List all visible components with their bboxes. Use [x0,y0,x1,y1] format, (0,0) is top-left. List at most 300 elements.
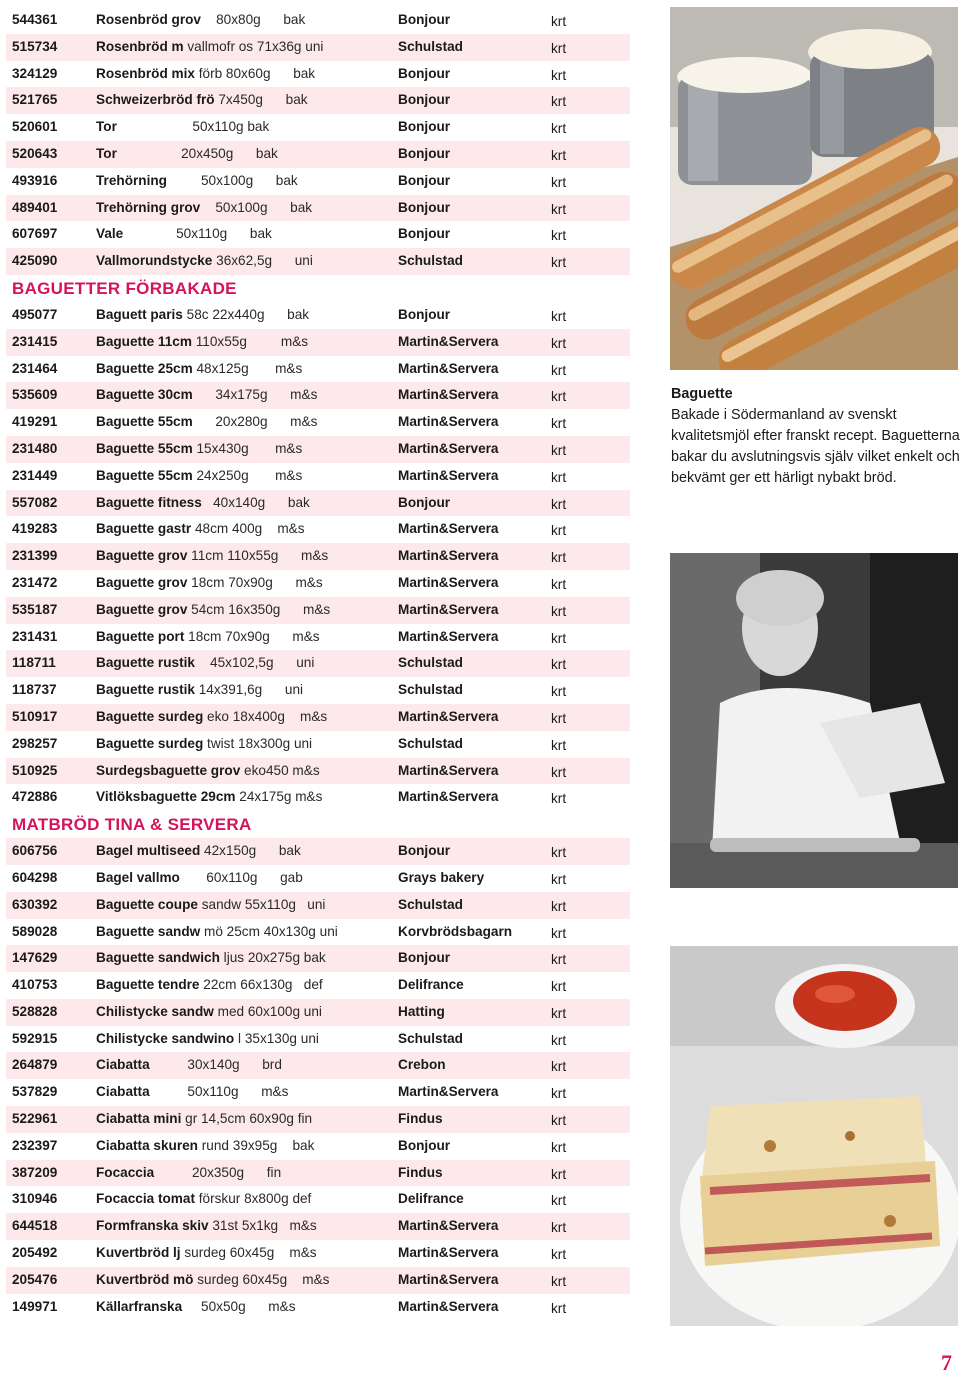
item-description [96,248,313,275]
item-name: Baguette 11cm [96,333,192,349]
item-code: 528828 [12,1003,58,1019]
item-description [96,329,308,356]
product-group-matbrod [6,838,630,1320]
item-description [96,1294,296,1321]
item-brand: Bonjour [398,92,451,108]
item-unit: krt [551,442,567,458]
item-unit: krt [551,737,567,753]
item-brand: Bonjour [398,119,451,135]
item-description [96,141,278,168]
item-description [96,436,302,463]
item-description [96,34,323,61]
item-unit: krt [551,469,567,485]
table-row [6,999,630,1026]
item-brand: Bonjour [398,145,451,161]
item-unit: krt [551,657,567,673]
table-row [6,1240,630,1267]
item-brand: Martin&Servera [398,601,499,617]
item-unit: krt [551,121,567,137]
item-name: Focaccia tomat [96,1191,195,1207]
item-unit: krt [551,550,567,566]
item-name: Rosenbröd mix [96,65,195,81]
item-unit: krt [551,1005,567,1021]
item-brand: Delifrance [398,977,464,993]
item-spec: 24x175g m&s [235,789,323,805]
item-description [96,7,305,34]
item-name: Vitlöksbaguette 29cm [96,789,236,805]
item-code: 425090 [12,253,58,269]
table-row [6,114,630,141]
item-brand: Bonjour [398,494,451,510]
item-code: 510917 [12,708,58,724]
item-brand: Crebon [398,1057,446,1073]
item-unit: krt [551,764,567,780]
item-brand: Martin&Servera [398,521,499,537]
item-description [96,784,322,811]
table-row [6,382,630,409]
item-name: Baguette gastr [96,521,192,537]
item-brand: Martin&Servera [398,414,499,430]
table-row [6,677,630,704]
item-code: 521765 [12,92,58,108]
item-brand: Findus [398,1111,443,1127]
item-description [96,919,338,946]
item-name: Baguette rustik [96,682,195,698]
item-name: Bagel vallmo [96,869,180,885]
item-brand: Martin&Servera [398,1084,499,1100]
item-unit: krt [551,362,567,378]
item-description [96,543,328,570]
item-name: Formfranska skiv [96,1218,209,1234]
item-description [96,731,312,758]
item-unit: krt [551,14,567,29]
table-row [6,141,630,168]
item-unit: krt [551,979,567,995]
item-unit: krt [551,201,567,217]
item-description [96,490,310,517]
item-unit: krt [551,925,567,941]
item-brand: Martin&Servera [398,628,499,644]
table-row [6,463,630,490]
item-spec: mö 25cm 40x130g uni [200,923,338,939]
item-code: 510925 [12,762,58,778]
item-code: 522961 [12,1111,58,1127]
item-unit: krt [551,1059,567,1075]
item-unit: krt [551,1273,567,1289]
item-unit: krt [551,952,567,968]
item-unit: krt [551,576,567,592]
item-brand: Schulstad [398,1030,463,1046]
item-name: Kuvertbröd lj [96,1245,181,1261]
item-code: 592915 [12,1030,58,1046]
item-spec: 20x450g bak [116,145,278,161]
product-caption [671,384,960,489]
item-brand: Bonjour [398,65,451,81]
item-brand: Hatting [398,1003,445,1019]
table-row [6,516,630,543]
item-spec: förskur 8x800g def [194,1191,312,1207]
item-spec: 50x110g bak [123,226,272,242]
item-spec: 40x140g bak [201,494,310,510]
item-name: Baguette sandwich [96,950,220,966]
item-spec: 58c 22x440g bak [182,306,310,322]
item-brand: Martin&Servera [398,1218,499,1234]
item-spec: 50x100g bak [200,199,313,215]
item-name: Ciabatta [96,1057,150,1073]
table-row [6,784,630,811]
item-brand: Martin&Servera [398,467,499,483]
item-unit: krt [551,898,567,914]
item-brand: Martin&Servera [398,387,499,403]
item-brand: Martin&Servera [398,333,499,349]
item-description [96,1186,311,1213]
item-name: Kuvertbröd mö [96,1271,194,1287]
item-name: Baguette sandw [96,923,201,939]
item-unit: krt [551,255,567,271]
item-brand: Bonjour [398,12,451,27]
item-code: 231480 [12,440,58,456]
item-code: 231431 [12,628,58,644]
item-brand: Martin&Servera [398,360,499,376]
item-spec: 34x175g m&s [192,387,318,403]
table-row [6,221,630,248]
baguettes-illustration [670,7,958,370]
item-description [96,597,330,624]
item-brand: Schulstad [398,896,463,912]
item-description [96,221,272,248]
item-code: 205476 [12,1271,58,1287]
table-row [6,865,630,892]
item-unit: krt [551,1113,567,1129]
item-spec: 24x250g m&s [192,467,303,483]
item-code: 589028 [12,923,58,939]
item-description [96,1160,281,1187]
item-unit: krt [551,1220,567,1236]
item-brand: Grays bakery [398,869,485,885]
item-description [96,1133,314,1160]
item-spec: surdeg 60x45g m&s [180,1245,317,1261]
item-unit: krt [551,603,567,619]
item-spec: eko450 m&s [240,762,320,778]
item-description [96,114,269,141]
item-code: 147629 [12,950,58,966]
item-name: Ciabatta skuren [96,1137,198,1153]
item-brand: Bonjour [398,1137,451,1153]
table-row [6,490,630,517]
table-row [6,409,630,436]
item-name: Baguette grov [96,574,188,590]
item-spec: 15x430g m&s [192,440,303,456]
item-brand: Martin&Servera [398,789,499,805]
item-spec: rund 39x95g bak [198,1137,315,1153]
table-row [6,1052,630,1079]
section-heading-baguetter: BAGUETTER FÖRBAKADE [12,278,237,298]
item-brand: Bonjour [398,172,451,188]
item-name: Baguett paris [96,306,183,322]
item-code: 231464 [12,360,58,376]
item-description [96,1106,312,1133]
item-unit: krt [551,1247,567,1263]
item-code: 493916 [12,172,58,188]
item-description [96,168,298,195]
quesadilla-photo [670,946,958,1326]
table-row [6,1079,630,1106]
item-code: 324129 [12,65,58,81]
item-brand: Bonjour [398,950,451,966]
item-description [96,409,317,436]
item-code: 644518 [12,1218,58,1234]
item-description [96,356,302,383]
item-brand: Findus [398,1164,443,1180]
item-brand: Bonjour [398,199,451,215]
quesadilla-illustration [670,946,958,1326]
baguettes-and-dough-photo [670,7,958,370]
item-brand: Korvbrödsbagarn [398,923,513,939]
item-description [96,1267,329,1294]
table-row [6,731,630,758]
item-spec: 50x110g bak [116,119,270,135]
item-description [96,516,305,543]
item-description [96,61,315,88]
item-code: 489401 [12,199,58,215]
item-code: 535609 [12,387,58,403]
item-code: 205492 [12,1245,58,1261]
item-description [96,1026,319,1053]
table-row [6,758,630,785]
item-code: 231472 [12,574,58,590]
item-code: 410753 [12,977,58,993]
item-description [96,195,312,222]
item-brand: Martin&Servera [398,440,499,456]
item-name: Baguette port [96,628,185,644]
item-spec: vallmofr os 71x36g uni [183,38,324,54]
item-name: Trehörning grov [96,199,201,215]
item-name: Baguette 55cm [96,414,193,430]
item-description [96,865,303,892]
item-name: Rosenbröd grov [96,12,201,27]
table-row [6,87,630,114]
item-code: 520601 [12,119,58,135]
item-spec: 31st 5x1kg m&s [208,1218,317,1234]
item-unit: krt [551,389,567,405]
table-row [6,248,630,275]
table-row [6,650,630,677]
item-description [96,999,322,1026]
item-name: Baguette 25cm [96,360,193,376]
item-spec: 22cm 66x130g def [199,977,323,993]
item-brand: Martin&Servera [398,1298,499,1314]
item-brand: Schulstad [398,655,463,671]
item-description [96,650,314,677]
item-code: 298257 [12,735,58,751]
item-unit: krt [551,1300,567,1316]
table-row [6,1213,630,1240]
item-brand: Bonjour [398,843,451,859]
item-code: 419291 [12,414,58,430]
item-spec: twist 18x300g uni [203,735,313,751]
item-unit: krt [551,147,567,163]
item-spec: 45x102,5g uni [194,655,315,671]
item-description [96,758,320,785]
item-name: Baguette 55cm [96,467,193,483]
item-spec: 48x125g m&s [192,360,303,376]
item-name: Tor [96,119,117,135]
table-row [6,570,630,597]
item-description [96,1052,282,1079]
table-row [6,1267,630,1294]
item-code: 535187 [12,601,58,617]
item-name: Baguette 55cm [96,440,193,456]
item-name: Rosenbröd m [96,38,184,54]
item-unit: krt [551,684,567,700]
item-code: 232397 [12,1137,58,1153]
item-spec: 48cm 400g m&s [191,521,305,537]
item-code: 606756 [12,843,58,859]
item-description [96,382,317,409]
item-brand: Bonjour [398,306,451,322]
item-spec: 50x50g m&s [182,1298,296,1314]
item-unit: krt [551,1166,567,1182]
item-spec: 11cm 110x55g m&s [187,548,329,564]
item-spec: förb 80x60g bak [194,65,316,81]
item-brand: Martin&Servera [398,762,499,778]
item-brand: Schulstad [398,253,463,269]
item-description [96,1079,288,1106]
item-name: Chilistycke sandwino [96,1030,235,1046]
item-name: Focaccia [96,1164,155,1180]
item-name: Baguette rustik [96,655,195,671]
item-unit: krt [551,1193,567,1209]
item-unit: krt [551,94,567,110]
table-row [6,1026,630,1053]
item-name: Baguette grov [96,548,188,564]
item-brand: Bonjour [398,226,451,242]
item-name: Vale [96,226,124,242]
item-spec: 18cm 70x90g m&s [184,628,320,644]
item-brand: Schulstad [398,735,463,751]
item-spec: 14x391,6g uni [194,682,304,698]
item-code: 607697 [12,226,58,242]
item-name: Tor [96,145,117,161]
table-row [6,61,630,88]
item-spec: 110x55g m&s [191,333,309,349]
item-unit: krt [551,416,567,432]
item-code: 604298 [12,869,58,885]
item-unit: krt [551,791,567,807]
table-row [6,168,630,195]
table-row [6,195,630,222]
item-unit: krt [551,871,567,887]
item-brand: Martin&Servera [398,708,499,724]
item-unit: krt [551,710,567,726]
item-spec: gr 14,5cm 60x90g fin [181,1111,313,1127]
table-row [6,972,630,999]
item-spec: 60x110g gab [179,869,303,885]
caption-title: Baguette [671,386,733,402]
item-description [96,972,323,999]
item-code: 310946 [12,1191,58,1207]
item-name: Chilistycke sandw [96,1003,214,1019]
item-brand: Schulstad [398,38,463,54]
item-unit: krt [551,523,567,539]
item-spec: med 60x100g uni [213,1003,322,1019]
table-row [6,624,630,651]
item-name: Baguette 30cm [96,387,193,403]
table-row [6,704,630,731]
item-unit: krt [551,1139,567,1155]
item-code: 231399 [12,548,58,564]
item-spec: 20x280g m&s [192,414,318,430]
item-code: 630392 [12,896,58,912]
item-description [96,1240,317,1267]
item-name: Bagel multiseed [96,843,201,859]
item-description [96,704,327,731]
item-spec: 36x62,5g uni [212,253,313,269]
item-code: 231449 [12,467,58,483]
item-brand: Martin&Servera [398,1245,499,1261]
item-unit: krt [551,308,567,324]
item-spec: ljus 20x275g bak [219,950,326,966]
item-code: 537829 [12,1084,58,1100]
table-row [6,919,630,946]
item-code: 118737 [12,682,57,698]
product-group-baguetter [6,302,630,811]
item-code: 557082 [12,494,58,510]
item-name: Trehörning [96,172,167,188]
item-code: 472886 [12,789,58,805]
section-heading-matbrod: MATBRÖD TINA & SERVERA [12,815,252,835]
item-unit: krt [551,845,567,861]
item-description [96,570,323,597]
table-row [6,329,630,356]
table-row [6,356,630,383]
item-code: 495077 [12,306,58,322]
item-spec: l 35x130g uni [234,1030,319,1046]
item-unit: krt [551,335,567,351]
item-spec: 80x80g bak [200,12,306,27]
item-spec: surdeg 60x45g m&s [193,1271,330,1287]
item-description [96,87,308,114]
item-name: Baguette coupe [96,896,198,912]
item-name: Surdegsbaguette grov [96,762,241,778]
table-row [6,302,630,329]
item-name: Ciabatta mini [96,1111,182,1127]
item-brand: Martin&Servera [398,1271,499,1287]
item-description [96,677,303,704]
item-unit: krt [551,1032,567,1048]
item-spec: 50x100g bak [167,172,298,188]
table-row [6,1186,630,1213]
item-spec: 18cm 70x90g m&s [187,574,323,590]
item-brand: Delifrance [398,1191,464,1207]
item-name: Baguette fitness [96,494,202,510]
item-brand: Martin&Servera [398,548,499,564]
item-unit: krt [551,630,567,646]
item-spec: 42x150g bak [200,843,301,859]
product-list [6,7,630,1320]
table-row [6,1106,630,1133]
item-description [96,838,301,865]
item-name: Baguette surdeg [96,735,204,751]
item-description [96,945,326,972]
caption-body: Bakade i Södermanland av svenskt kvalitetsmjöl efter franskt recept. Baguetterna bakar du avslutningsvis själv vilket enkelt och bekvämt ger ett härligt nybakt bröd. [671,407,960,486]
item-code: 118711 [12,655,56,671]
item-spec: 54cm 16x350g m&s [187,601,331,617]
table-row [6,892,630,919]
item-code: 520643 [12,145,58,161]
item-name: Ciabatta [96,1084,150,1100]
item-unit: krt [551,174,567,190]
